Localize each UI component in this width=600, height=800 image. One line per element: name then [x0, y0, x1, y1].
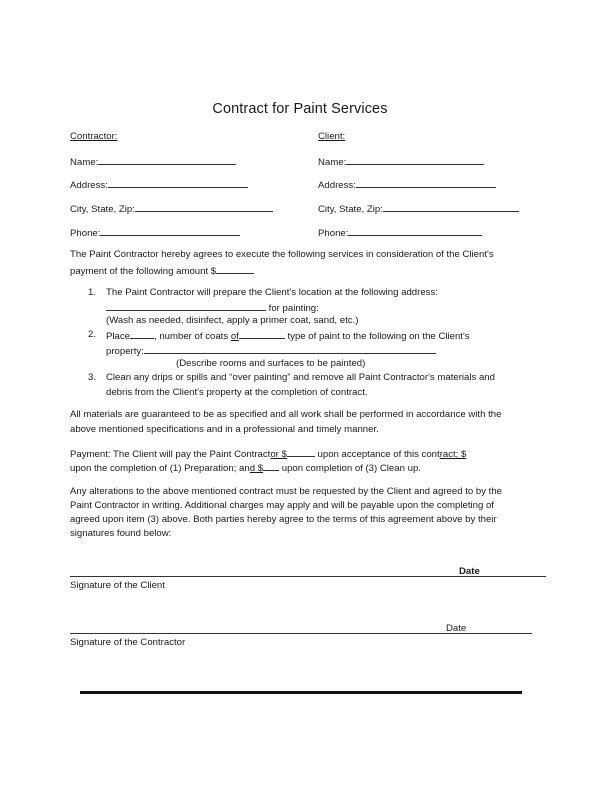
- client-name-field[interactable]: [346, 155, 484, 165]
- client-address-label: Address:: [318, 180, 356, 191]
- item-1-line-1: The Paint Contractor will prepare the Client's location at the following address:: [106, 287, 438, 298]
- contractor-city-field[interactable]: [135, 202, 273, 212]
- item-2-paint-label: type of paint to the following on the Client's: [287, 331, 470, 342]
- paint-type-field[interactable]: [239, 329, 285, 339]
- client-heading: Client:: [318, 131, 346, 142]
- item-2-place-label: Place: [106, 331, 130, 342]
- client-city-label: City, State, Zip:: [318, 204, 383, 215]
- client-name-row: [318, 155, 484, 169]
- contractor-phone-field[interactable]: [100, 226, 240, 236]
- contractor-phone-label: Phone:: [70, 228, 101, 239]
- contractor-city-row: [70, 202, 273, 216]
- bottom-rule: [80, 691, 522, 694]
- item-3-number: 3.: [88, 372, 97, 383]
- client-phone-label: Phone:: [318, 228, 349, 239]
- contractor-heading: Contractor:: [70, 131, 118, 142]
- contractor-name-row: [70, 155, 236, 169]
- alterations-line-4: signatures found below:: [70, 528, 172, 539]
- client-signature-label: Signature of the Client: [70, 580, 165, 591]
- guarantee-line-1: All materials are guaranteed to be as specified and all work shall be performed in accordance with the: [70, 409, 502, 420]
- contractor-date-label: Date: [446, 623, 467, 634]
- item-2-number: 2.: [88, 329, 97, 340]
- client-city-row: [318, 202, 519, 216]
- item-2-line-3: (Describe rooms and surfaces to be painted): [176, 358, 366, 369]
- client-date-label: Date: [459, 566, 480, 577]
- alterations-line-2: Paint Contractor in writing. Additional charges may apply and will be payable upon the completing of: [70, 500, 494, 511]
- client-phone-field[interactable]: [348, 226, 482, 236]
- intro-line-2: [70, 264, 254, 278]
- payment-line-2: [70, 461, 421, 475]
- item-1-address-field[interactable]: [106, 301, 266, 311]
- alterations-line-1: Any alterations to the above mentioned contract must be requested by the Client and agreed to by the: [70, 486, 502, 497]
- coats-count-field[interactable]: [130, 329, 154, 339]
- property-field[interactable]: [144, 344, 436, 354]
- contractor-signature-label: Signature of the Contractor: [70, 637, 186, 648]
- guarantee-line-2: above mentioned specifications and in a professional and timely manner.: [70, 424, 379, 435]
- client-name-label: Name:: [318, 157, 347, 168]
- item-2-of-label: of: [230, 331, 239, 342]
- item-2-line-2: [106, 344, 436, 358]
- contractor-address-row: [70, 178, 248, 192]
- payment-text-b: or $: [270, 449, 287, 460]
- client-address-row: [318, 178, 496, 192]
- item-1-line-2: [106, 301, 319, 315]
- amount-field[interactable]: [216, 264, 254, 274]
- alterations-line-3: agreed upon item (3) above. Both parties hereby agree to the terms of this agreement above by their: [70, 514, 497, 525]
- item-2-line-1: Place , number of coats of type of paint to the following on the Client's: [106, 331, 470, 342]
- item-3-line-2: debris from the Client's property at the completion of contract.: [106, 387, 368, 398]
- client-address-field[interactable]: [356, 178, 496, 188]
- payment-text-c: upon acceptance of this cont: [317, 449, 440, 460]
- payment-preparation-field[interactable]: [263, 461, 279, 471]
- intro-line-1: The Paint Contractor hereby agrees to execute the following services in consideration of the Client's: [70, 249, 494, 260]
- payment-line-1: [70, 447, 466, 461]
- contractor-address-label: Address:: [70, 180, 108, 191]
- payment-text-f: d $: [249, 463, 264, 474]
- intro-amount-label: payment of the following amount $: [70, 266, 217, 277]
- item-1-line-3: (Wash as needed, disinfect, apply a primer coat, sand, etc.): [106, 315, 359, 326]
- contractor-city-label: City, State, Zip:: [70, 204, 135, 215]
- client-phone-row: [318, 226, 482, 240]
- payment-acceptance-field[interactable]: [287, 447, 315, 457]
- client-city-field[interactable]: [383, 202, 519, 212]
- item-1-number: 1.: [88, 287, 97, 298]
- item-2-property-label: property:: [106, 346, 144, 357]
- payment-text-e: upon the completion of (1) Preparation; an: [70, 463, 250, 474]
- contractor-name-field[interactable]: [98, 155, 236, 165]
- payment-text-a: Payment: The Client will pay the Paint Contract: [70, 449, 271, 460]
- payment-text-d: ract; $: [439, 449, 467, 460]
- contractor-phone-row: [70, 226, 240, 240]
- document-title: Contract for Paint Services: [212, 101, 388, 117]
- item-1-suffix: for painting:: [268, 303, 319, 314]
- payment-text-g: upon completion of (3) Clean up.: [281, 463, 421, 474]
- contractor-name-label: Name:: [70, 157, 99, 168]
- contractor-address-field[interactable]: [108, 178, 248, 188]
- item-3-line-1: Clean any drips or spills and “over painting” and remove all Paint Contractor's materials and: [106, 372, 495, 383]
- item-2-coats-label: number of coats: [159, 331, 229, 342]
